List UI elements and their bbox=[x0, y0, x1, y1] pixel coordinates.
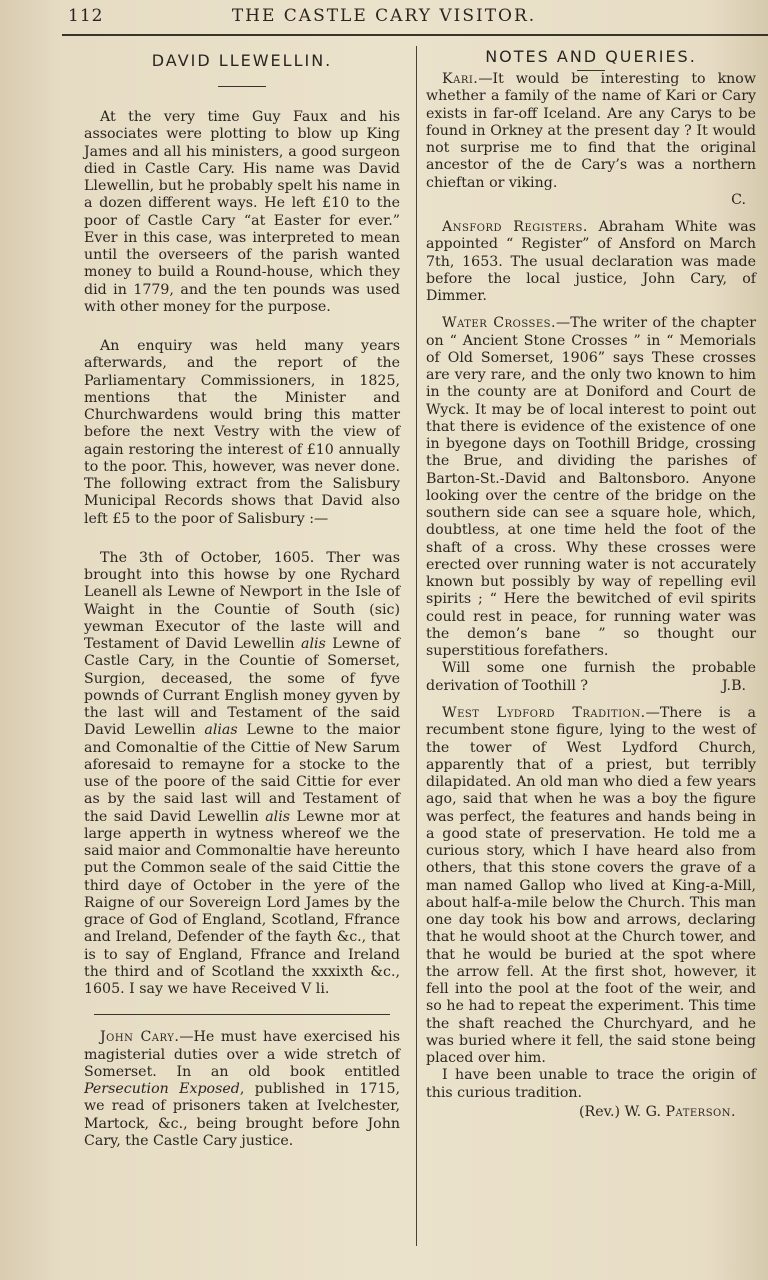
running-title: THE CASTLE CARY VISITOR. bbox=[231, 6, 537, 26]
right-column bbox=[426, 46, 756, 1121]
extract-alis-2: alis bbox=[265, 808, 291, 825]
title-rule bbox=[218, 86, 266, 87]
toothill-query bbox=[426, 660, 756, 695]
extract-part-3: Lewne to the maior and Comonaltie of the Cittie of New Sarum aforesaid to remayne for a stocke to the use of the poore of the said Cittie for ever as by the said last will and Testament of the said David Lewellin bbox=[84, 722, 400, 825]
west-lydford-note bbox=[426, 705, 756, 1067]
column-divider bbox=[416, 46, 417, 1246]
ansford-note bbox=[426, 219, 756, 305]
west-lydford-heading: West Lydford Tradition. bbox=[442, 705, 646, 721]
ansford-heading: Ansford Registers. bbox=[442, 219, 588, 235]
west-lydford-body: —There is a recumbent stone figure, lying to the west of the tower of West Lydford Church, apparently that of a priest, but terribly dilapidated. An old man who died a few years ago, said that when he was a boy the figure was perfect, the features and hands being in a good state of preservation. He told me a curious story, which I have heard also from others, that this stone covers the grave of a man named Gallop who lived at King-a-Mill, about half-a-mile below the Church. This man one day took his bow and arrows, declaring that he would shoot at the Church tower, and that he would be buried at the spot where the arrow fell. At the first shot, however, it fell into the pool at the foot of the weir, and so he had to repeat the experiment. This time the shaft reached the Churchyard, and he was buried where it fell, the said stone being placed over him. bbox=[426, 705, 756, 1066]
author-signature bbox=[426, 1104, 756, 1121]
extract-part-2: Lewne of Castle Cary, in the Countie of Somerset, Surgion, deceased, the some of fyve pownds of Currant English money gyven by the last will and Testament of the said David Lewellin bbox=[84, 636, 401, 739]
left-column bbox=[84, 50, 400, 1150]
kari-signature: C. bbox=[731, 191, 746, 208]
kari-body: —It would be interesting to know whether a family of the name of Kari or Cary exists in far-off Iceland. Are any Carys to be found in Orkney at the present day ? It would not surprise me to find that the original ancestor of the de Cary’s was a northern chieftan or viking. bbox=[426, 71, 756, 191]
page-header bbox=[0, 6, 768, 30]
extract-part-4: Lewne mor at large apperth in wytness whereof we the said maior and Commonaltie have hereunto put the Common seale of the said Cittie the third daye of October in the yere of the Raigne of our Sovereign Lord James by the grace of God of England, Scotland, Ffrance and Ireland, Defender of the fayth &c., that is to say of England, Ffrance and Ireland the third and of Scotland the xxxixth &c., 1605. I say we have Received V li. bbox=[84, 808, 400, 997]
signature-prefix: (Rev.) W. G. bbox=[579, 1103, 666, 1120]
john-cary-note bbox=[84, 1029, 400, 1150]
water-crosses-note bbox=[426, 315, 756, 660]
water-crosses-heading: Water Crosses. bbox=[442, 315, 557, 332]
page-number: 112 bbox=[68, 6, 104, 26]
paragraph-1: At the very time Guy Faux and his associates were plotting to blow up King James and all his ministers, a good surgeon died in Castle Cary. His name was David Llewellin, but he probably spelt his name in a dozen different ways. He left £10 to the poor of Castle Cary “at Easter for ever.” Ever in this case, was interpreted to mean until the overseers of the parish wanted money to build a Round-house, which they did in 1779, and the ten pounds was used with other money for the purpose. bbox=[84, 109, 400, 315]
header-rule bbox=[62, 34, 768, 36]
kari-heading: Kari. bbox=[442, 71, 479, 87]
john-cary-part-1: —He must have exercised his magisterial duties over a wide stretch of Somerset. In an old book entitled bbox=[84, 1029, 400, 1080]
signature-name: Paterson. bbox=[665, 1103, 736, 1120]
john-cary-book-title: Persecution Exposed bbox=[84, 1081, 240, 1097]
john-cary-part-2: , published in 1715, we read of prisoners taken at Ivelchester, Martock, &c., being brought before John Cary, the Castle Cary justice. bbox=[84, 1081, 400, 1149]
ansford-body: Abraham White was appointed “ Register” of Ansford on March 7th, 1653. The usual declaration was made before the local justice, John Cary, of Dimmer. bbox=[426, 219, 756, 304]
section-separator bbox=[94, 1014, 390, 1015]
extract-part-1: The 3th of October, 1605. Ther was brought into this howse by one Rychard Leanell als Lewne of Newport in the Isle of Waight in the Countie of South (sic) yewman Executor of the laste will and Testament of David Lewellin bbox=[84, 549, 400, 652]
john-cary-heading: John Cary. bbox=[100, 1029, 180, 1046]
extract-alias: alias bbox=[204, 722, 238, 739]
article-title-notes-and-queries: NOTES AND QUERIES. bbox=[485, 47, 697, 66]
extract-alis-1: alis bbox=[301, 636, 326, 652]
kari-note bbox=[426, 71, 756, 209]
article-title-david-llewellin: DAVID LLEWELLIN. bbox=[151, 51, 333, 70]
west-lydford-closing: I have been unable to trace the origin of this curious tradition. bbox=[426, 1067, 756, 1101]
water-crosses-signature: J.B. bbox=[721, 677, 746, 694]
toothill-query-text: Will some one furnish the probable derivation of Toothill ? bbox=[426, 660, 756, 694]
water-crosses-body: —The writer of the chapter on “ Ancient Stone Crosses ” in “ Memorials of Old Somerset, 1906” says These crosses are very rare, and the only two known to him in the county are at Doniford and Court de Wyck. It may be of local interest to point out that there is evidence of the existence of one in byegone days on Toothill Bridge, crossing the Brue, and dividing the parishes of Barton-St.-David and Baltonsboro. Anyone looking over the centre of the bridge on the southern side can see a square hole, which, doubtless, at one time held the foot of the shaft of a cross. Why these crosses were erected over running water is not accurately known but possibly by way of repelling evil spirits ; “ Here the bewitched of evil spirits could rest in peace, for running water was the demon’s bane ” so thought our superstitious forefathers. bbox=[426, 315, 756, 659]
salisbury-extract bbox=[84, 550, 400, 999]
paragraph-2: An enquiry was held many years afterwards, and the report of the Parliamentary Commissioners, in 1825, mentions that the Minister and Churchwardens would bring this matter before the next Vestry with the view of again restoring the interest of £10 annually to the poor. This, however, was never done. The following extract from the Salisbury Municipal Records shows that David also left £5 to the poor of Salisbury :— bbox=[84, 338, 400, 527]
